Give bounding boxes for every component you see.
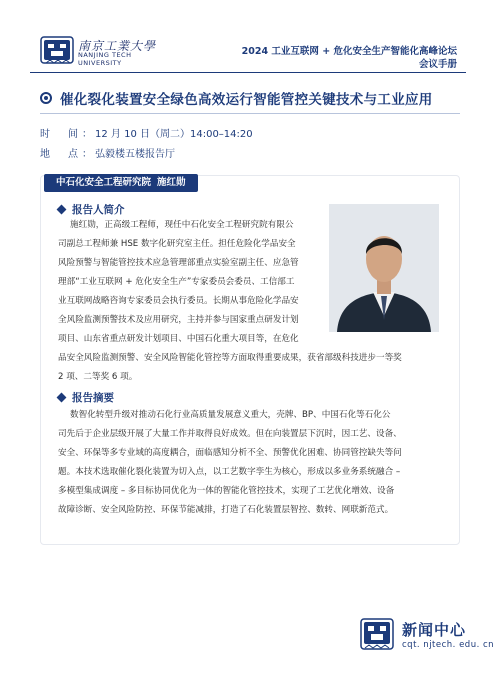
talk-title: 催化裂化装置安全绿色高效运行智能管控关键技术与工业应用 [60,92,433,108]
speaker-badge [44,174,198,192]
bio-line: 项目、山东省重点研发计划项目、中国石化重大项目等，在危化 [58,334,299,344]
bio-line: 业互联网战略咨询专家委员会执行委员。长期从事危险化学品安 [58,296,299,306]
document-type: 会议手册 [418,59,457,70]
university-name-en-line2: UNIVERSITY [78,59,122,67]
university-emblem-icon [40,34,74,66]
speaker-institution: 中石化安全工程研究院 [56,177,152,188]
talk-time [40,125,253,140]
abstract-line: 司先后于企业层级开展了大量工作并取得良好成效。但在向装置层下沉时，因工艺、设备、 [58,429,402,439]
university-name-cn: 南京工業大學 [78,39,157,53]
bio-line: 施红勋，正高级工程师，现任中石化安全工程研究院有限公 [70,220,294,230]
abstract-line: 数智化转型升级对推动石化行业高质量发展意义重大，壳牌、BP、中国石化等石化公 [70,410,391,420]
talk-title-row [40,87,433,109]
time-value: 12 月 10 日（周二）14:00–14:20 [95,129,253,140]
bio-section-heading [58,202,125,217]
abstract-line: 安全、环保等多专业域的高度耦合，面临感知分析不全、预警优化困难、协同管控缺失等问 [58,448,402,458]
abstract-line: 题。本技术选取催化裂化装置为切入点，以工艺数字孪生为核心，形成以多业务系统融合 – [58,467,401,477]
circle-bullet-icon [40,92,52,104]
bio-line: 理部“工业互联网 + 危化安全生产”专家委员会委员、工信部工 [58,277,295,287]
header-divider [30,72,466,73]
abstract-section-heading [58,390,114,405]
diamond-bullet-icon [57,205,67,215]
speaker-name: 施红勋 [157,177,186,188]
university-name-en-line1: NANJING TECH [78,51,132,59]
page-header [0,0,495,74]
talk-location [40,145,175,160]
diamond-bullet-icon [57,393,67,403]
bio-line: 司副总工程师兼 HSE 数字化研究室主任。担任危险化学品安全 [58,239,296,249]
speaker-portrait-icon [329,204,439,332]
bio-line: 全风险监测预警技术及应用研究，主持并参与国家重点研发计划 [58,315,299,325]
speaker-photo [329,204,439,332]
news-center-url: cqt. njtech. edu. cn [402,640,495,650]
title-divider [40,113,460,114]
news-center-title: 新闻中心 [402,621,467,639]
bio-line: 品安全风险监测预警、安全风险智能化管控等方面取得重要成果，获省部级科技进步一等奖 [58,353,402,363]
bio-line: 2 项、二等奖 6 项。 [58,372,138,382]
event-title: 2024 工业互联网 + 危化安全生产智能化高峰论坛 [241,46,457,57]
abstract-heading: 报告摘要 [72,392,114,404]
time-label: 时 间： [40,129,96,140]
bio-line: 风险预警与智能管控技术应急管理部重点实验室副主任、应急管 [58,258,299,268]
bio-heading: 报告人简介 [72,204,125,216]
location-value: 弘毅楼五楼报告厅 [95,149,175,160]
abstract-line: 多模型集成调度 – 多目标协同优化为一体的智能化管控技术，实现了工艺优化增效、设备 [58,486,395,496]
location-label: 地 点： [40,149,96,160]
abstract-line: 故障诊断、安全风险防控、环保节能减排，打造了石化装置层智控、数转、网联新范式。 [58,505,394,515]
news-center-emblem-icon [360,617,394,651]
university-logo [40,34,160,68]
